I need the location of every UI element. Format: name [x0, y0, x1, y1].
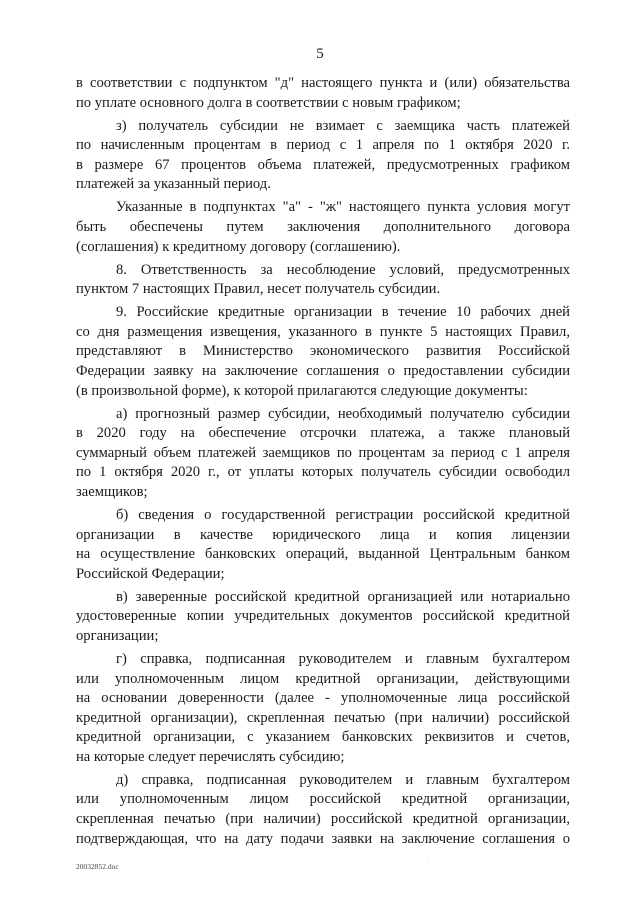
footer-file-name: 20032852.doc [76, 862, 119, 871]
paragraph-subitem-a [76, 405, 570, 503]
text-line: г) справка, подписанная руководителем и главным бухгалтером [116, 651, 570, 668]
footer-mark: . [428, 856, 430, 862]
text-line: 8. Ответственность за несоблюдение условий, предусмотренных [116, 261, 570, 278]
paragraph-subitem-z [76, 117, 570, 195]
text-line: на основании доверенности (далее - уполномоченные лица российской [76, 690, 570, 707]
text-line: платежей за указанный период. [76, 176, 271, 193]
text-line: 9. Российские кредитные организации в течение 10 рабочих дней [116, 304, 570, 321]
text-line: быть обеспечены путем заключения дополнительного договора [76, 219, 570, 236]
text-line: в размере 67 процентов объема платежей, предусмотренных графиком [76, 156, 570, 173]
text-line: по уплате основного долга в соответствии с новым графиком; [76, 94, 461, 111]
text-line: в соответствии с подпунктом "д" настоящего пункта и (или) обязательства [76, 75, 570, 91]
paragraph-subitem-g [76, 650, 570, 767]
text-line: д) справка, подписанная руководителем и главным бухгалтером [116, 771, 570, 788]
paragraph-continuation [76, 74, 570, 113]
text-line: кредитной организации, с указанием банковских реквизитов и счетов, [76, 729, 570, 746]
paragraph-subitem-b [76, 506, 570, 584]
text-line: подтверждающая, что на дату подачи заявки на заключение соглашения о [76, 830, 570, 847]
text-line: или уполномоченным лицом кредитной организации, действующими [76, 670, 570, 687]
document-body [76, 74, 570, 849]
text-line: по начисленным процентам в период с 1 апреля по 1 октября 2020 г. [76, 137, 570, 154]
text-line: з) получатель субсидии не взимает с заемщика часть платежей [116, 117, 570, 134]
paragraph-item-8 [76, 261, 570, 300]
text-line: или уполномоченным лицом российской кредитной организации, [76, 791, 570, 808]
text-line: по 1 октября 2020 г., от уплаты которых получатель субсидии освободил [76, 464, 570, 481]
paragraph-conditions-note [76, 198, 570, 257]
text-line: суммарный объем платежей заемщиков по процентам за период с 1 апреля [76, 444, 570, 461]
text-line: организации; [76, 627, 159, 644]
text-line: (соглашения) к кредитному договору (соглашению). [76, 238, 401, 255]
text-line: б) сведения о государственной регистрации российской кредитной [116, 507, 570, 524]
text-line: на которые следует перечислять субсидию; [76, 748, 345, 765]
text-line: (в произвольной форме), к которой прилагаются следующие документы: [76, 382, 528, 399]
text-line: Российской Федерации; [76, 565, 225, 582]
text-line: Указанные в подпунктах "а" - "ж" настоящего пункта условия могут [116, 199, 570, 216]
text-line: на осуществление банковских операций, выданной Центральным банком [76, 546, 570, 563]
text-line: кредитной организации), скрепленная печатью (при наличии) российской [76, 709, 570, 726]
text-line: со дня размещения извещения, указанного в пункте 5 настоящих Правил, [76, 323, 570, 340]
paragraph-item-9 [76, 303, 570, 401]
text-line: а) прогнозный размер субсидии, необходимый получателю субсидии [116, 405, 570, 422]
text-line: удостоверенные копии учредительных документов российской кредитной [76, 608, 570, 625]
text-line: заемщиков; [76, 483, 148, 500]
paragraph-subitem-v [76, 588, 570, 647]
text-line: в 2020 году на обеспечение отсрочки платежа, а также плановый [76, 425, 570, 442]
text-line: представляют в Министерство экономического развития Российской [76, 343, 570, 360]
paragraph-subitem-d [76, 771, 570, 849]
text-line: организации в качестве юридического лица и копия лицензии [76, 526, 570, 543]
text-line: Федерации заявку на заключение соглашения о предоставлении субсидии [76, 363, 570, 380]
page-number: 5 [316, 46, 324, 62]
text-line: скрепленная печатью (при наличии) российской кредитной организации, [76, 811, 570, 828]
text-line: пунктом 7 настоящих Правил, несет получатель субсидии. [76, 281, 441, 298]
text-line: в) заверенные российской кредитной организацией или нотариально [116, 588, 570, 605]
